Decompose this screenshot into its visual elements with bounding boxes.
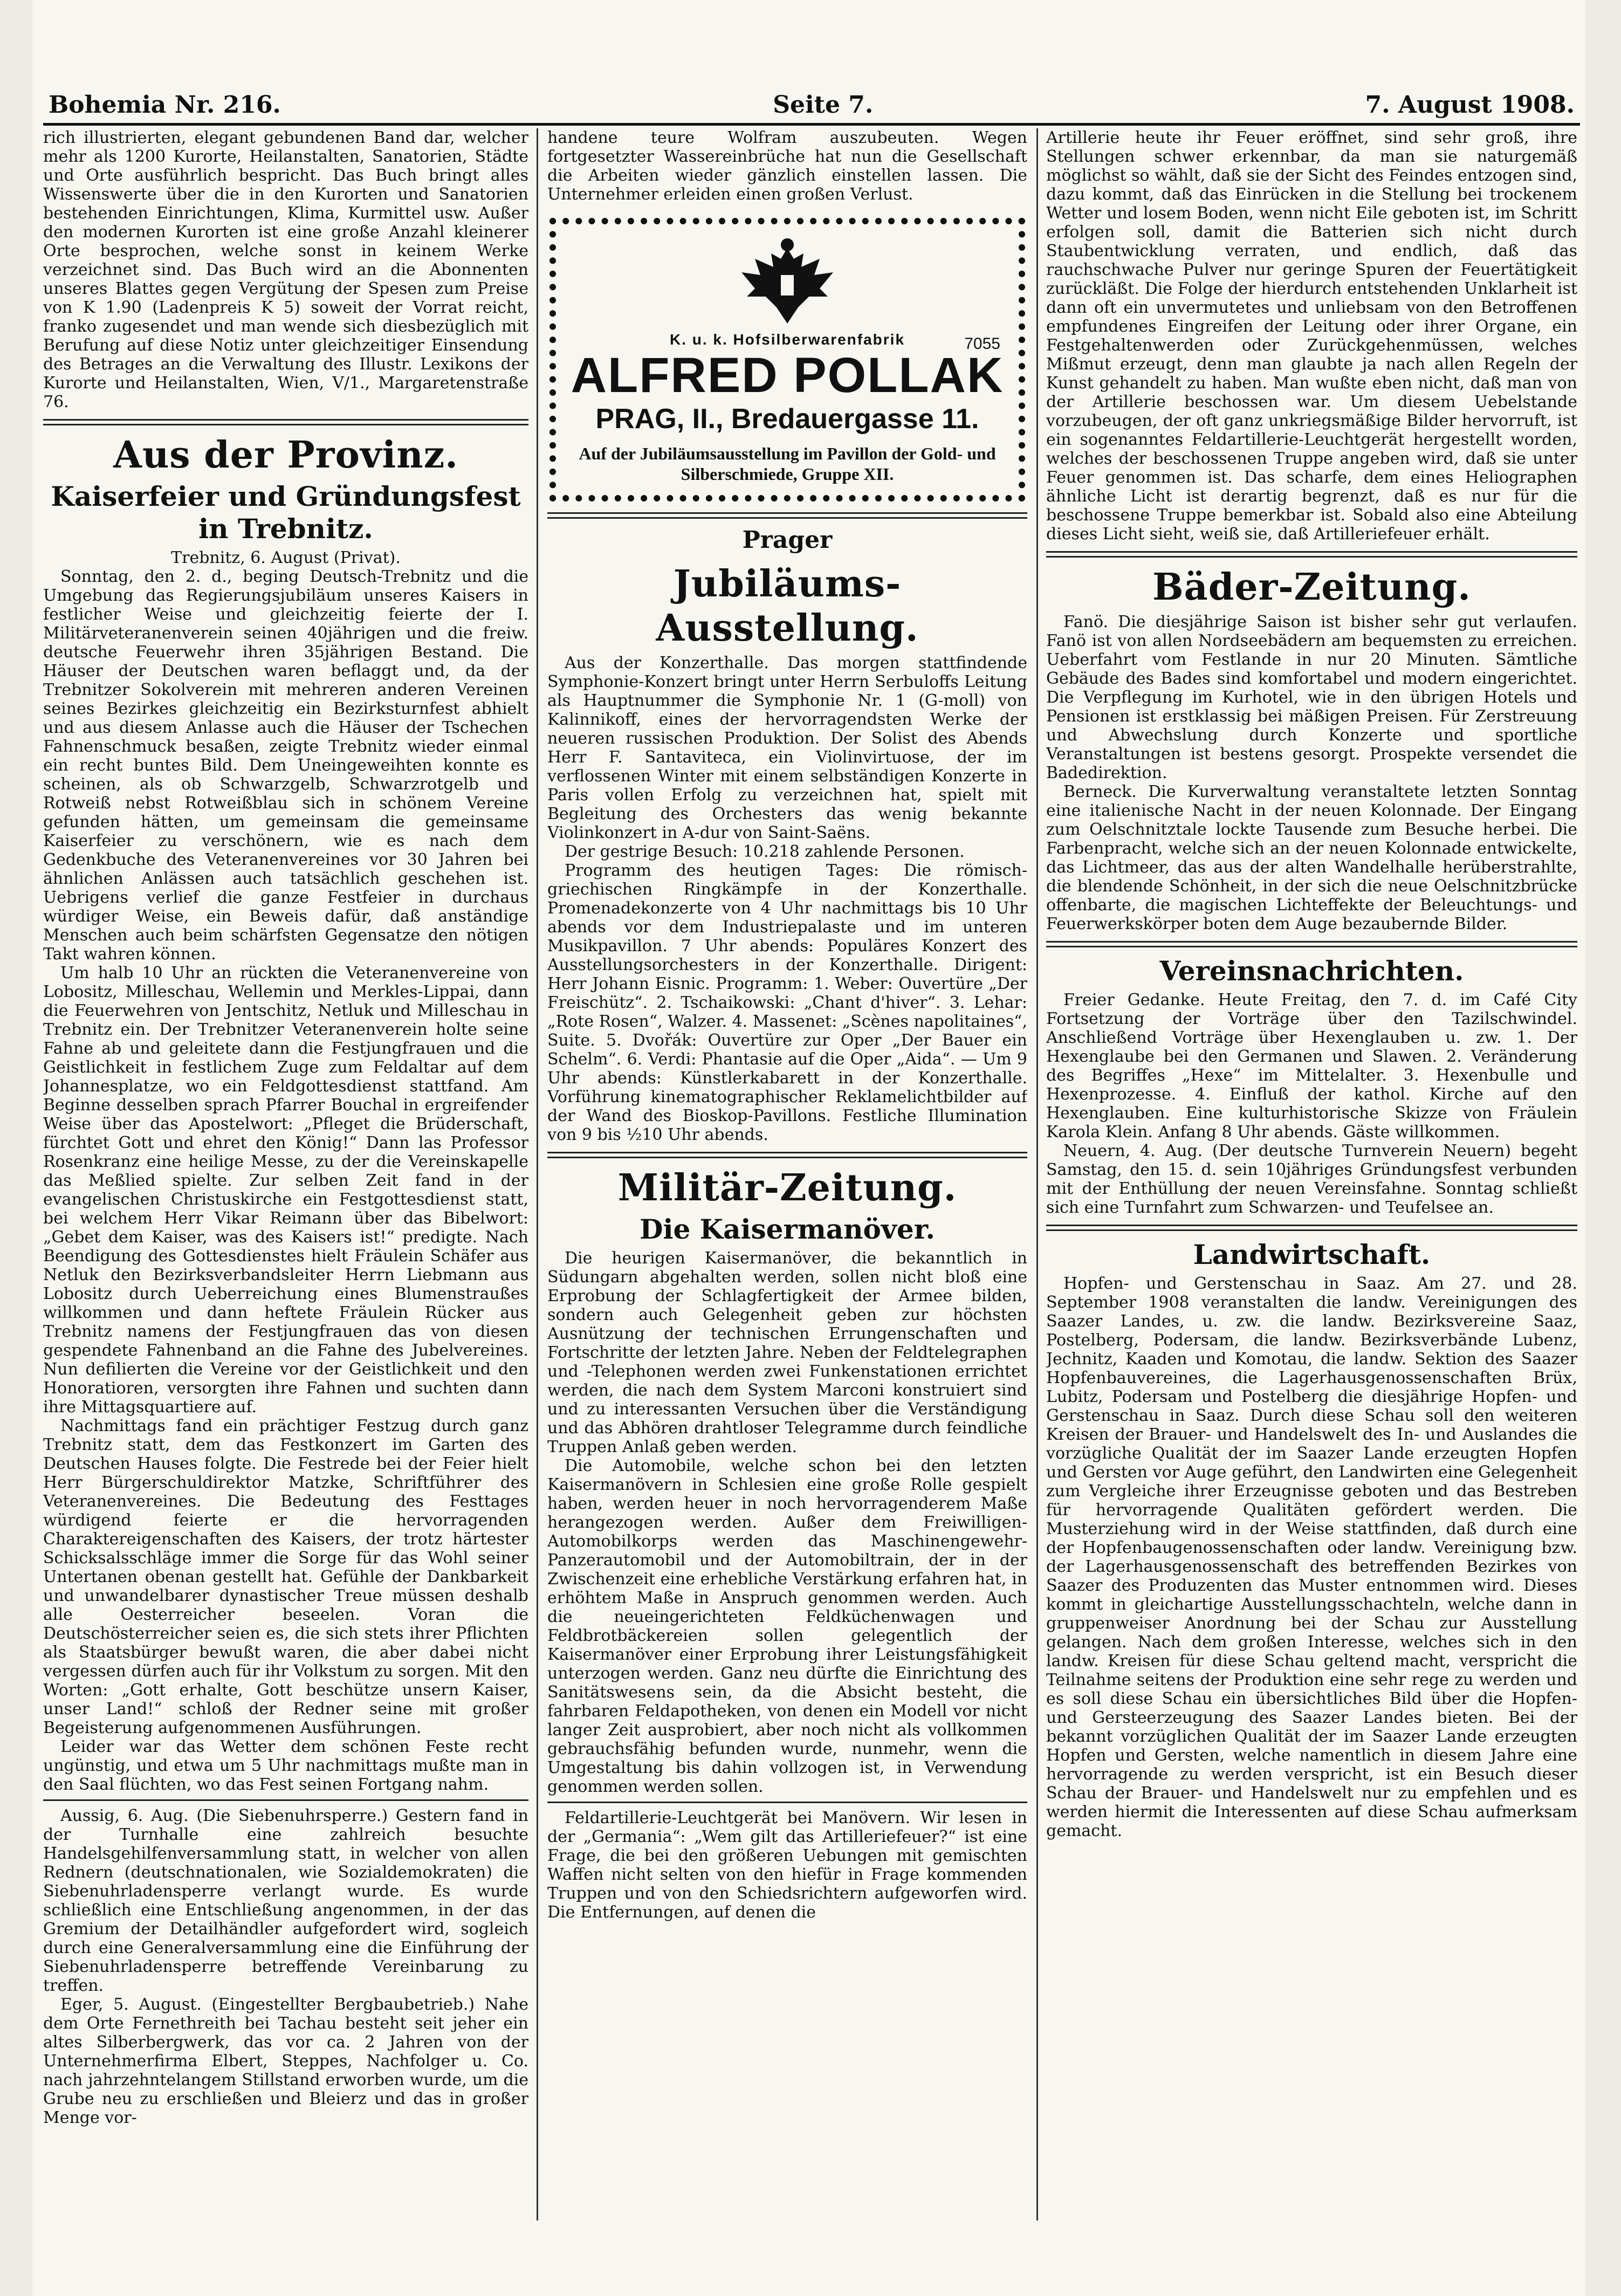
article-text: rich illustrierten, elegant gebundenen Band dar, welcher mehr als 1200 Kurorte, Heilanstalten, Sanatorien, Städte und Orte ausführlich bespricht. Das Buch bringt alles Wissenswerte über die in den Kurorten und Sanatorien bestehenden Einrichtungen, Klima, Kurmittel usw. Außer den modernen Kurorten ist eine große Anzahl kleinerer Orte besprochen, welche sonst in keinem Werke verzeichnet sind. Das Buch wird an die Abonnenten unseres Blattes gegen Vergütung der Spesen zum Preise von K 1.90 (Ladenpreis K 5) soweit der Vorrat reicht, franko zugesendet und man wende sich diesbezüglich mit Berufung auf diese Notiz unter gleichzeitiger Einsendung des Betrages an die Verwaltung des Illustr. Lexikons der Kurorte und Heilanstalten, Wien, V/1., Margaretenstraße 76. bbox=[43, 128, 528, 411]
newspaper-page bbox=[32, 0, 1585, 2296]
header-date: 7. August 1908. bbox=[1365, 91, 1575, 119]
column-divider bbox=[537, 128, 538, 2221]
section-subheading: Prager bbox=[742, 526, 833, 554]
section-rule bbox=[547, 1152, 1027, 1158]
ad-firm: K. u. k. Hofsilberwarenfabrik bbox=[669, 331, 905, 348]
section-rule bbox=[43, 419, 528, 425]
article-text: Aus der Konzerthalle. Das morgen stattfindende Symphonie-Konzert bringt unter Herrn Serbuloffs Leitung als Hauptnummer die Symphonie Nr. 1 (G-moll) von Kalinnikoff, eines der hervorragendsten Werke der neueren russischen Produktion. Der Solist des Abends Herr F. Santaviteca, ein Violinvirtuose, der im verflossenen Winter mit einem selbständigen Konzerte in Paris vollen Erfolg zu verzeichnen hat, spielt mit Begleitung des Orchesters das wenig bekannte Violinkonzert in A-dur von Saint-Saëns. bbox=[547, 654, 1027, 842]
article-text: Leider war das Wetter dem schönen Feste recht ungünstig, und etwa um 5 Uhr nachmittags mußte man in den Saal flüchten, wo das Fest seinen Fortgang nahm. bbox=[43, 1737, 528, 1794]
article-heading: Kaiserfeier und Gründungsfest in Trebnitz. bbox=[51, 480, 521, 545]
header-rule bbox=[43, 123, 1580, 126]
article-text: Fanö. Die diesjährige Saison ist bisher sehr gut verlaufen. Fanö ist von allen Nordseebädern am bequemsten zu erreichen. Ueberfahrt vom Festlande in nur 20 Minuten. Sämtliche Gebäude des Bades sind komfortabel und modern eingerichtet. Die Verpflegung im Kurhotel, wie in den übrigen Hotels und Pensionen ist erstklassig bei mäßigen Preisen. Für Zerstreuung und Abwechslung durch Konzerte und sportliche Veranstaltungen ist bestens gesorgt. Prospekte versendet die Badedirektion. bbox=[1046, 613, 1577, 782]
article-heading: Die Kaisermanöver. bbox=[640, 1213, 935, 1245]
section-rule bbox=[1046, 551, 1577, 558]
article-rule bbox=[43, 1799, 528, 1801]
section-heading: Bäder-Zeitung. bbox=[1152, 566, 1471, 609]
column-1 bbox=[43, 128, 528, 2231]
section-heading: Landwirtschaft. bbox=[1193, 1239, 1431, 1270]
column-2 bbox=[547, 128, 1027, 2188]
dateline: Trebnitz, 6. August (Privat). bbox=[171, 548, 401, 567]
article-text: Neuern, 4. Aug. (Der deutsche Turnverein Neuern) begeht Samstag, den 15. d. sein 10jähriges Gründungsfest verbunden mit der Enthüllung der neuen Vereinsfahne. Sonntag schließt sich eine Turnfahrt zum Schwarzen- und Teufelsee an. bbox=[1046, 1142, 1577, 1217]
article-text: Eger, 5. August. (Eingestellter Bergbaubetrieb.) Nahe dem Orte Fernethreith bei Tachau besteht seit jeher ein altes Silberbergwerk, das vor ca. 2 Jahren von der Unternehmerfirma Elbert, Steppes, Nachfolger u. Co. nach jahrzehntelangem Stillstand erworben wurde, um die Grube neu zu erschließen und Bleierz und das in großer Menge vor- bbox=[43, 1995, 528, 2127]
section-heading: Militär-Zeitung. bbox=[617, 1166, 957, 1209]
section-heading: Jubiläums-Ausstellung. bbox=[656, 562, 919, 650]
advertisement bbox=[550, 218, 1025, 501]
article-text: Der gestrige Besuch: 10.218 zahlende Personen. bbox=[565, 842, 965, 861]
article-text: Hopfen- und Gerstenschau in Saaz. Am 27. und 28. September 1908 veranstalten die landw. Vereinigungen des Saazer Landes, u. zw. die landw. Bezirksvereine Saaz, Postelberg, Podersam, die landw. Bezirksverbände Lubenz, Jechnitz, Kaaden und Komotau, die landw. Sektion des Saazer Hopfenbauvereines, die Lagerhausgenossenschaften Brüx, Lubitz, Podersam und Postelberg die diesjährige Hopfen- und Gerstenschau in Saaz. Durch diese Schau soll den weiteren Kreisen der Brauer- und Handelswelt des In- und Auslandes die vorzügliche Qualität der im Saazer Lande erzeugten Hopfen und Gersten vor Auge geführt, den Landwirten eine Gelegenheit zum Vergleiche ihrer Erzeugnisse geboten und das Bestreben für hervorragende Qualitäten gefördert werden. Die Musterziehung wird in der Weise stattfinden, daß durch eine der Hopfenbaugenossenschaften oder landw. Vereinigung bzw. der Lagerhausgenossenschaft des betreffenden Bezirkes von Saazer des Produzenten das Muster entnommen wird. Dieses kommt in gleichartige Ausstellungsschachteln, welche dann in gruppenweiser Anordnung bei der Schau zur Ausstellung gelangen. Nach dem großen Interesse, welches sich in den landw. Kreisen für diese Schau geltend macht, verspricht die Teilnahme seitens der Produktion eine sehr rege zu werden und es soll diese Schau ein übersichtliches Bild über die Hopfen- und Gersteerzeugung des Saazer Landes bieten. Bei der bekannt vorzüglichen Qualität der im Saazer Lande erzeugten Hopfen und Gersten, welche namentlich in diesem Jahre eine hervorragende zu werden verspricht, ist ein Besuch dieser Schau der Brauer- und Handelswelt nur zu empfehlen und es werden hiermit die Interessenten auf diese Schau aufmerksam gemacht. bbox=[1046, 1274, 1577, 1840]
article-text: Freier Gedanke. Heute Freitag, den 7. d. im Café City Fortsetzung der Vorträge über den Tazilschwindel. Anschließend Vorträge über Hexenglauben u. zw. 1. Der Hexenglaube bei den Germanen und Slawen. 2. Veränderung des Begriffes „Hexe“ im Mittelalter. 3. Hexenbulle und Hexenprozesse. 4. Einfluß der kathol. Kirche auf den Hexenglauben. Eine kulturhistorische Skizze von Fräulein Karola Klein. Anfang 8 Uhr abends. Gäste willkommen. bbox=[1046, 991, 1577, 1142]
ad-note: Auf der Jubiläumsausstellung im Pavillon der Gold- und Silberschmiede, Gruppe XII. bbox=[579, 444, 996, 484]
article-rule bbox=[547, 1802, 1027, 1803]
article-text: Programm des heutigen Tages: Die römisch-griechischen Ringkämpfe in der Konzerthalle. Promenadekonzerte von 4 Uhr nachmittags bis 10 Uhr abends vor dem Industriepalaste und im unteren Musikpavillon. 7 Uhr abends: Populäres Konzert des Ausstellungsorchesters in der Konzerthalle. Dirigent: Herr Johann Eisnic. Programm: 1. Weber: Ouvertüre „Der Freischütz“. 2. Tschaikowski: „Chant d'hiver“. 3. Lehar: „Rote Rosen“, Walzer. 4. Massenet: „Scènes napolitaines“, Suite. 5. Dvořák: Ouvertüre zur Oper „Der Bauer ein Schelm“. 6. Verdi: Phantasie auf die Oper „Aida“. — Um 9 Uhr abends: Künstlerkabarett in der Konzerthalle. Vorführung kinematographischer Reklamelichtbilder auf der Wand des Bioskop-Pavillons. Festliche Illumination von 9 bis ½10 Uhr abends. bbox=[547, 861, 1027, 1144]
article-text: Berneck. Die Kurverwaltung veranstaltete letzten Sonntag eine italienische Nacht in der neuen Kolonnade. Der Eingang zum Oelschnitztale lockte Tausende zum Besuche herbei. Die Farbenpracht, welche sich an der neuen Kolonnade entwickelte, das Lichtmeer, das aus der alten Wandelhalle herüberstrahlte, die blendende Schönheit, in der sich die neue Oelschnitzbrücke offenbarte, die magischen Lichteffekte der Beleuchtungs- und Feuerwerkskörper boten dem Auge bezaubernde Bilder. bbox=[1046, 782, 1577, 933]
ad-company-name: ALFRED POLLAK bbox=[571, 348, 1004, 403]
article-text: handene teure Wolfram auszubeuten. Wegen fortgesetzter Wassereinbrüche hat nun die Gesellschaft die Arbeiten wieder gänzlich einstellen lassen. Die Unternehmer erleiden einen großen Verlust. bbox=[547, 128, 1027, 204]
article-text: Nachmittags fand ein prächtiger Festzug durch ganz Trebnitz statt, dem das Festkonzert im Garten des Deutschen Hauses folgte. Die Festrede bei der Feier hielt Herr Bürgerschuldirektor Matzke, Schriftführer des Veteranenvereines. Die Bedeutung des Festtages würdigend feierte er die hervorragenden Charaktereigenschaften des Kaisers, der trotz härtester Schicksalsschläge immer die Sorge für das Wohl seiner Untertanen obenan gestellt hat. Gefühle der Dankbarkeit und unwandelbarer dynastischer Treue müssen deshalb alle Oesterreicher beseelen. Voran die Deutschösterreicher seien es, die sich stets ihrer Pflichten als Staatsbürger bewußt waren, die aber dabei nicht vergessen dürfen auch für ihr Volkstum zu sorgen. Mit den Worten: „Gott erhalte, Gott beschütze unsern Kaiser, unser Land!“ schloß der Redner seine mit großer Begeisterung aufgenommenen Ausführungen. bbox=[43, 1417, 528, 1737]
section-rule bbox=[1046, 941, 1577, 947]
article-text: Die heurigen Kaisermanöver, die bekanntlich in Südungarn abgehalten werden, sollen nicht bloß eine Erprobung der Schlagfertigkeit der Armee bilden, sondern auch Gelegenheit geben zur höchsten Ausnützung der technischen Errungenschaften und Fortschritte der letzten Jahre. Neben der Feldtelegraphen und -Telephonen werden zwei Funkenstationen errichtet werden, die nach dem System Marconi konstruiert sind und zu interessanten Versuchen über die Verständigung und das Abhören drahtloser Telegramme durch feindliche Truppen Anlaß geben werden. bbox=[547, 1249, 1027, 1456]
column-3 bbox=[1046, 128, 1577, 2231]
article-text: Aussig, 6. Aug. (Die Siebenuhrsperre.) Gestern fand in der Turnhalle eine zahlreich besuchte Handelsgehilfenversammlung statt, in welcher von allen Rednern (deutschnationalen, wie Sozialdemokraten) die Siebenuhrladensperre verlangt wurde. Es wurde schließlich eine Entschließung angenommen, in der das Gremium der Detailhändler aufgefordert wird, sogleich durch eine Generalversammlung eine die Einführung der Siebenuhrladensperre betreffende Vereinbarung zu treffen. bbox=[43, 1806, 528, 1995]
section-heading: Vereinsnachrichten. bbox=[1159, 955, 1464, 987]
section-rule bbox=[1046, 1225, 1577, 1231]
article-text: Feldartillerie-Leuchtgerät bei Manövern. Wir lesen in der „Germania“: „Wem gilt das Artilleriefeuer?“ ist eine Frage, die bei den größeren Uebungen mit gemischten Waffen nicht selten von den hiefür in Frage kommenden Truppen und von den Schiedsrichtern aufgeworfen wird. Die Entfernungen, auf denen die bbox=[547, 1809, 1027, 1922]
article-text: Um halb 10 Uhr an rückten die Veteranenvereine von Lobositz, Milleschau, Wellemin und Merkles-Lippai, dann die Feuerwehren von Jentschitz, Netluk und Milleschau in Trebnitz ein. Der Trebnitzer Veteranenverein holte seine Fahne ab und geleitete dann die Festjungfrauen und die Geistlichkeit in festlichem Zuge zum Feldaltar auf dem Johannesplatze, wo ein Feldgottesdienst stattfand. Am Beginne desselben sprach Pfarrer Bouchal in ergreifender Weise über das Apostelwort: „Pfleget die Brüderschaft, fürchtet Gott und ehret den König!“ Dann las Professor Rosenkranz eine heilige Messe, zu der die Vereinskapelle das Meßlied spielte. Zur selben Zeit fand in der evangelischen Christuskirche ein Festgottesdienst statt, bei welchem Herr Vikar Reimann über das Bibelwort: „Gebet dem Kaiser, was des Kaisers ist!“ predigte. Nach Beendigung des Gottesdienstes hielt Fräulein Schäfer aus Netluk den Bezirksverbandsleiter Herrn Liebmann aus Lobositz durch Ueberreichung eines Blumenstraußes willkommen und dann heftete Fräulein Rücker aus Trebnitz namens der Festjungfrauen das von diesen gespendete Fahnenband an die Fahne des Jubelvereines. Nun defilierten die Vereine vor der Geistlichkeit und den Honoratioren, versorgten ihre Fahnen und suchten dann ihre Mittagsquartiere auf. bbox=[43, 964, 528, 1417]
double-eagle-emblem-icon bbox=[733, 237, 841, 329]
section-rule bbox=[547, 512, 1027, 519]
page-margin-right bbox=[1585, 0, 1621, 2296]
article-text: Artillerie heute ihr Feuer eröffnet, sind sehr groß, ihre Stellungen schwer erkennbar, da man sie naturgemäß möglichst so wählt, daß sie der Sicht des Feindes entzogen sind, dazu kommt, daß das Einrücken in die Stellung bei trockenem Wetter und losem Boden, wenn nicht Eile geboten ist, im Schritt erfolgen soll, damit die Batterien sich nicht durch Staubentwicklung verraten, und endlich, daß das rauchschwache Pulver nur geringe Spuren der Feuertätigkeit zurückläßt. Die Folge der hierdurch entstehenden Unklarheit ist dann oft ein unvermutetes und unliebsam von den Betroffenen empfundenes Eingreifen der Leitung oder ihrer Organe, ein Festgehaltenwerden oder Zurückgehenmüssen, welches Mißmut erzeugt, denn man glaubte ja nach allen Regeln der Kunst gehandelt zu haben. Man wußte eben nicht, daß man von der Artillerie beschossen war. Um diesem Uebelstande vorzubeugen, der oft ganz unkriegsmäßige Bilder hervorruft, ist ein sogenanntes Feldartillerie-Leuchtgerät hergestellt worden, welches der beschossenen Truppe angeben wird, daß sie unter Feuer genommen ist. Das scharfe, dem eines Heliographen ähnliche Licht ist derartig begrenzt, daß es nur für die beschossene Truppe bemerkbar ist. Sobald also eine Abteilung dieses Licht sieht, weiß sie, daß Artilleriefeuer erhält. bbox=[1046, 128, 1577, 544]
header-publication: Bohemia Nr. 216. bbox=[49, 91, 281, 119]
page-margin-left bbox=[0, 0, 32, 2296]
article-text: Sonntag, den 2. d., beging Deutsch-Trebnitz und die Umgebung das Regierungsjubiläum unseres Kaisers in festlicher Weise und gleichzeitig feierte der I. Militärveteranenverein seinen 40jährigen und die freiw. deutsche Feuerwehr ihren 35jährigen Bestand. Die Häuser der Deutschen waren beflaggt und, da der Trebnitzer Sokolverein mit mehreren anderen Vereinen seines Bezirkes gleichzeitig ein Bezirksturnfest abhielt und aus diesem Anlasse auch die Häuser der Tschechen Fahnenschmuck besaßen, zeigte Trebnitz wieder einmal ein recht buntes Bild. Dem Uneingeweihten konnte es scheinen, als ob Schwarzgelb, Schwarzrotgelb und Rotweiß nebst Rotweißblau sich in schönem Vereine gefunden hätten, um gemeinsam die gemeinsame Kaiserfeier zu verschönern, wie es nach dem Gedenkbuche des Veteranenvereines vor 30 Jahren bei ähnlichen Anlässen auch tatsächlich geschehen ist. Uebrigens verlief die ganze Festfeier in durchaus würdiger Weise, ein Beweis dafür, daß anständige Menschen auch beim schärfsten Gegensatze den nötigen Takt wahren können. bbox=[43, 567, 528, 964]
header-page-number: Seite 7. bbox=[773, 91, 874, 119]
ad-address: PRAG, II., Bredauergasse 11. bbox=[595, 403, 979, 435]
section-heading: Aus der Provinz. bbox=[113, 434, 458, 477]
page-header bbox=[49, 81, 1575, 119]
column-divider bbox=[1036, 128, 1038, 2221]
article-text: Die Automobile, welche schon bei den letzten Kaisermanövern in Schlesien eine große Rolle gespielt haben, werden heuer in noch hervorragenderem Maße herangezogen werden. Außer dem Freiwilligen-Automobilkorps werden das Maschinengewehr-Panzerautomobil und der Automobiltrain, der in der Zwischenzeit eine erhebliche Verstärkung erfahren hat, in erhöhtem Maße in Anspruch genommen werden. Auch die neueingerichteten Feldküchenwagen und Feldbrotbäckereien sollen gelegentlich der Kaisermanöver einer Erprobung ihrer Leistungsfähigkeit unterzogen werden. Ganz neu dürfte die Einrichtung des Sanitätswesens sein, da die Absicht besteht, die fahrbaren Feldapotheken, von denen ein Modell vor nicht langer Zeit ausprobiert, aber noch nicht als vollkommen gebrauchsfähig befunden wurde, nunmehr, wenn die Umgestaltung bis dahin vollzogen ist, in Verwendung genommen werden sollen. bbox=[547, 1456, 1027, 1796]
ad-number: 7055 bbox=[964, 335, 1000, 353]
